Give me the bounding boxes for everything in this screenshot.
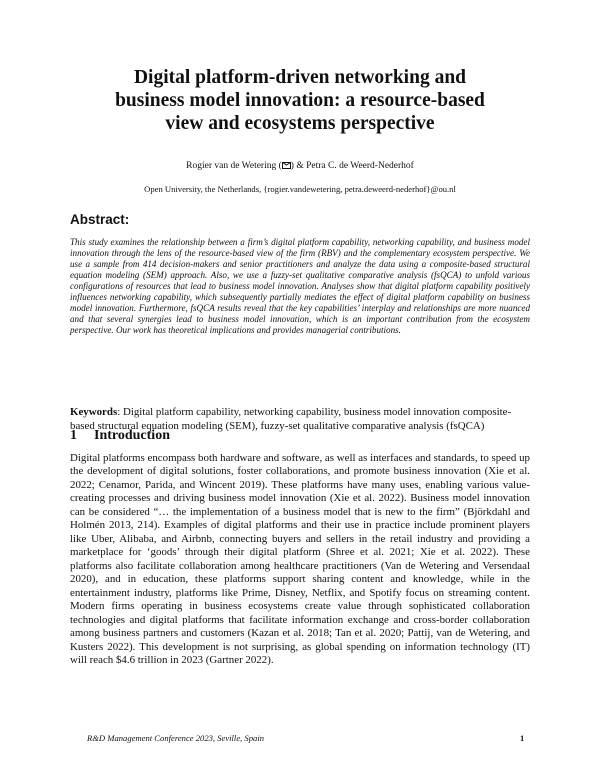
keywords-label: Keywords (70, 406, 118, 418)
title-line: business model innovation: a resource-based (115, 90, 485, 111)
section-title: Introduction (94, 428, 170, 443)
keywords-text: : Digital platform capability, networking capability, business model innovation composite-based structural equation modeling (SEM), fuzzy-set qualitative comparative analysis (fsQCA) (70, 406, 512, 432)
author-line (60, 161, 540, 171)
affiliation: Open University, the Netherlands, {rogier.vandewetering, petra.deweerd-nederhof}@ou.nl (144, 184, 456, 194)
abstract-text: This study examines the relationship between a firm’s digital platform capability, networking capability, and business model innovation through the lens of the resource-based view of the firm (RBV) and the complementary ecosystem perspective. We use a sample from 414 decision-makers and senior practitioners and analyze the data using a composite-based structural equation modeling (SEM) approach. Also, we use a fuzzy-set qualitative comparative analysis (fsQCA) to unfold various configurations of resources that lead to business model innovation. Analyses show that digital platform capability positively influences networking capability, which subsequently partially mediates the effect of digital platform capability on business model innovation. Furthermore, fsQCA results reveal that the key capabilities’ interplay and relationships are more nuanced and that several synergies lead to business model innovation, which is an important contribution from the ecosystem perspective. Our work has theoretical implications and provides managerial contributions. (70, 237, 530, 336)
paper-title (60, 66, 540, 135)
author-name: Petra C. de Weerd-Nederhof (306, 161, 414, 171)
title-line: Digital platform-driven networking and (133, 67, 467, 88)
author-name: Rogier van de Wetering ( (186, 161, 282, 171)
abstract-heading: Abstract: (70, 212, 130, 227)
section-heading (70, 428, 170, 444)
envelope-icon[interactable] (282, 162, 291, 169)
page-number: 1 (520, 733, 525, 743)
title-line: view and ecosystems perspective (165, 113, 435, 134)
author-paren: ) (290, 161, 294, 171)
author-separator: & (293, 161, 307, 171)
section-number: 1 (70, 428, 77, 443)
footer-conference: R&D Management Conference 2023, Seville, Spain (87, 733, 265, 743)
introduction-paragraph: Digital platforms encompass both hardware and software, as well as interfaces and standards, to speed up the development of digital solutions, foster collaborations, and promote business innovation (Xie et al. 2022; Cenamor, Parida, and Wincent 2019). These platforms have many uses, enabling various value-creating processes and driving business model innovation (Xie et al. 2022). Business model innovation can be considered “… the implementation of a business model that is new to the firm” (Björkdahl and Holmén 2013, 214). Examples of digital platforms and their use in practice include prominent players like Uber, Alibaba, and Airbnb, connecting buyers and sellers in the retail industry and providing a marketplace for ‘goods’ through their digital platform (Shree et al. 2021; Xie et al. 2022). These platforms also facilitate collaboration among healthcare practitioners (Van de Wetering and Versendaal 2020), and in education, these platforms support sharing content and knowledge, while in the entertainment industry, platforms like Prime, Disney, Netflix, and Spotify focus on streaming content. Modern firms operating in business ecosystems create value through sophisticated collaboration technologies and digital platforms that facilitate information exchange and cross-border collaboration among business partners and customers (Kazan et al. 2018; Tan et al. 2020; Pattij, van de Wetering, and Kusters 2022). This development is not surprising, as global spending on information technology (IT) will reach $4.6 trillion in 2023 (Gartner 2022). (70, 452, 530, 667)
